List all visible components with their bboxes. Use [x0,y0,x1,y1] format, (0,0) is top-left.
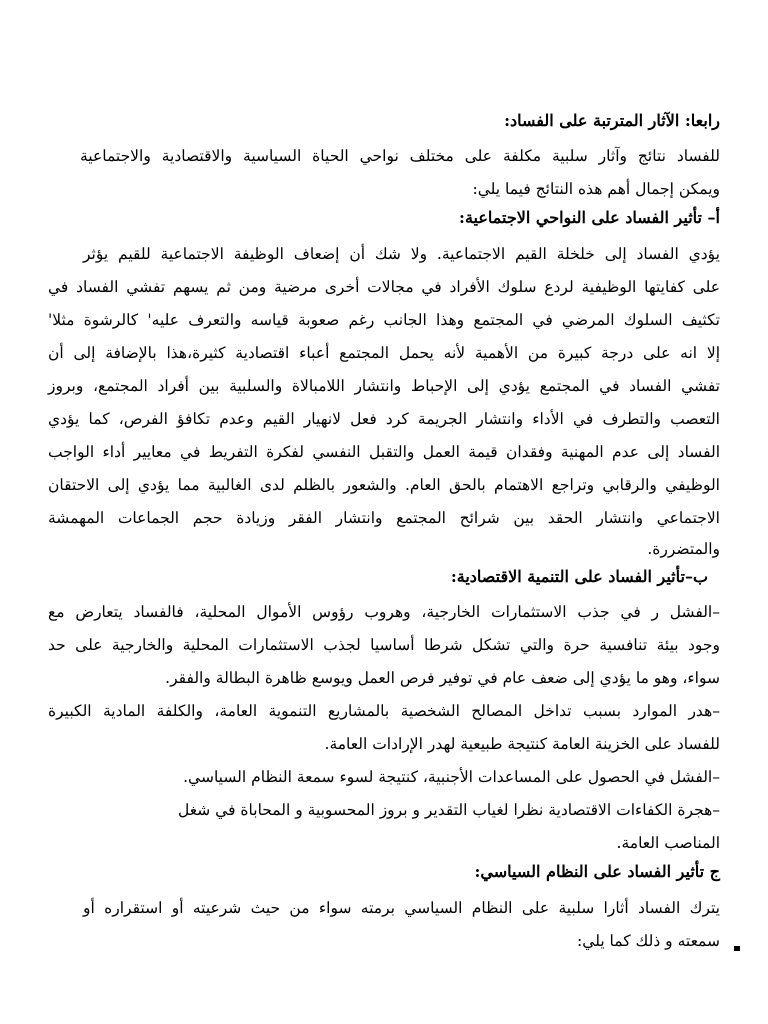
section-heading-effects: رابعا: الآثار المترتبة على الفساد: [504,111,720,130]
paragraph-line: للفساد على الخزينة العامة كنتيجة طبيعية لهدر الإرادات العامة. [324,735,720,753]
paragraph-line: على كفايتها الوظيفية لردع سلوك الأفراد في مجالات أخرى مرضية ومن ثم يسهم تفشي الفساد في [48,278,720,296]
paragraph-line: وجود بيئة تنافسية حرة والتي تشكل شرطا أساسيا لجذب الاستثمارات المحلية والخارجية على حد [48,636,720,654]
paragraph-line: –الفشل في الحصول على المساعدات الأجنبية، كنتيجة لسوء سمعة النظام السياسي. [183,768,720,786]
paragraph-line: الاجتماعي وانتشار الحقد بين شرائح المجتمع وانتشار الفقر وزيادة حجم الجماعات المهمشة [48,509,720,527]
subheading-political: ج تأثير الفساد على النظام السياسي: [474,862,720,881]
paragraph-line: تفشي الفساد في المجتمع يؤدي إلى الإحباط وانتشار اللامبالاة والسلبية بين أفراد المجتمع، وبروز [48,377,720,395]
paragraph-line: التعصب والتطرف في الأداء وانتشار الجريمة كرد فعل لانهيار القيم وعدم تكافؤ الفرص، كما يؤدي [48,410,720,428]
paragraph-line: يترك الفساد أثارا سلبية على النظام السياسي برمته سواء من حيث شرعيته أو استقراره أو [83,899,720,917]
paragraph-line: ويمكن إجمال أهم هذه النتائج فيما يلي: [472,180,720,198]
paragraph-line: للفساد نتائج وآثار سلبية مكلفة على مختلف نواحي الحياة السياسية والاقتصادية والاجتماعية [80,147,720,165]
subheading-social: أ– تأثير الفساد على النواحي الاجتماعية: [459,208,720,227]
page-mark [734,946,740,951]
subheading-economic: ب–تأثير الفساد على التنمية الاقتصادية: [450,567,708,586]
paragraph-line: تكثيف السلوك المرضي في المجتمع وهذا الجانب رغم صعوبة قياسه والتعرف عليه' كالرشوة مثلا' [48,311,720,329]
paragraph-line: الوظيفي والرقابي وتراجع الاهتمام بالحق العام. والشعور بالظلم لدى الغالبية مما يؤدي إلى الاحتقان [48,476,720,494]
paragraph-line: سواء، وهو ما يؤدي إلى ضعف عام في توفير فرص العمل ويوسع ظاهرة البطالة والفقر. [165,669,720,687]
paragraph-line: –الفشل ر في جذب الاستثمارات الخارجية، وهروب رؤوس الأموال المحلية، فالفساد يتعارض مع [48,603,720,621]
paragraph-line: يؤدي الفساد إلى خلخلة القيم الاجتماعية. ولا شك أن إضعاف الوظيفة الاجتماعية للقيم يؤثر [83,245,720,263]
paragraph-line: والمتضررة. [647,540,720,558]
paragraph-line: إلا انه على درجة كبيرة من الأهمية لأنه يحمل المجتمع أعباء اقتصادية كثيرة،هذا بالإضافة إلى أن [48,344,721,362]
paragraph-line: سمعته و ذلك كما يلي: [577,932,720,950]
paragraph-line: –هدر الموارد بسبب تداخل المصالح الشخصية بالمشاريع التنموية العامة، والكلفة المادية الكبيرة [48,702,720,720]
paragraph-line: –هجرة الكفاءات الاقتصادية نظرا لغياب التقدير و بروز المحسوبية و المحاباة في شغل [178,801,720,819]
paragraph-line: المناصب العامة. [616,834,720,852]
paragraph-line: الفساد إلى عدم المهنية وفقدان قيمة العمل والتقبل النفسي لفكرة التفريط في معايير أداء الواجب [48,443,720,461]
